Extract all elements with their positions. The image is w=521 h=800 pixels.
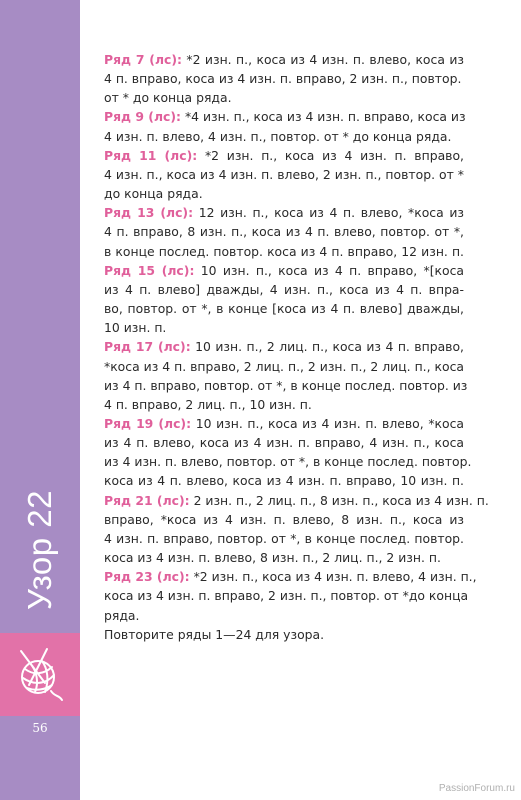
- row-text: 12 изн. п., коса из 4 п. влево, *коса из: [193, 205, 464, 221]
- instruction-paragraph: [104, 414, 472, 491]
- row-label: Ряд 15 (лс):: [104, 262, 195, 278]
- row-label: Ряд 19 (лс):: [104, 415, 192, 431]
- row-text: 10 изн. п., 2 лиц. п., коса из 4 п. вправо,: [190, 339, 464, 355]
- text-line: [104, 318, 464, 337]
- row-text: 4 изн. п., коса из 4 изн. п. влево, 2 изн. п., повтор. от *: [104, 166, 464, 182]
- text-line: [104, 184, 464, 203]
- row-text: 10 изн. п.: [104, 320, 167, 336]
- instruction-paragraph: [104, 625, 464, 644]
- row-text: *2 изн. п., коса из 4 изн. п. вправо,: [197, 147, 464, 163]
- text-line: [104, 586, 469, 605]
- text-line: [104, 280, 464, 299]
- row-text: коса из 4 изн. п. влево, 8 изн. п., 2 лиц. п., 2 изн. п.: [104, 550, 441, 566]
- text-line: [104, 50, 464, 69]
- row-text: от * до конца ряда.: [104, 90, 232, 106]
- text-line: [104, 165, 464, 184]
- row-text: до конца ряда.: [104, 186, 203, 202]
- row-text: коса из 4 изн. п. вправо, 2 изн. п., повтор. от *до конца: [104, 588, 469, 604]
- instruction-paragraph: [104, 146, 464, 203]
- pattern-instructions: [104, 50, 489, 644]
- pattern-title-text: Узор 22: [21, 490, 59, 610]
- row-text: 4 п. вправо, 8 изн. п., коса из 4 п. влево, повтор. от *,: [104, 224, 464, 240]
- row-label: Ряд 13 (лс):: [104, 205, 194, 221]
- row-text: *коса из 4 п. вправо, 2 лиц. п., 2 изн. п., 2 лиц. п., коса: [104, 358, 464, 374]
- yarn-ball-with-needles-icon: [15, 645, 65, 703]
- text-line: [104, 222, 464, 241]
- row-text: *2 изн. п., коса из 4 изн. п. влево, 4 изн. п.,: [189, 569, 477, 585]
- row-text: ряда.: [104, 607, 140, 623]
- row-text: 4 п. вправо, коса из 4 изн. п. вправо, 2 изн. п., повтор.: [104, 71, 462, 87]
- row-text: *2 изн. п., коса из 4 изн. п. влево, коса из: [181, 52, 464, 67]
- row-text: из 4 изн. п. влево, повтор. от *, в конце послед. повтор.: [104, 454, 472, 470]
- text-line: [104, 395, 464, 414]
- row-text: 10 изн. п., коса из 4 изн. п. влево, *коса: [191, 415, 464, 431]
- text-line: [104, 107, 464, 126]
- row-text: 4 п. вправо, 2 лиц. п., 10 изн. п.: [104, 396, 312, 412]
- text-line: [104, 452, 472, 471]
- text-line: [104, 491, 489, 510]
- instruction-paragraph: [104, 50, 464, 107]
- instruction-paragraph: [104, 261, 464, 338]
- instruction-paragraph: [104, 567, 477, 624]
- text-line: [104, 357, 464, 376]
- page-number: 56: [32, 721, 48, 735]
- text-line: [104, 567, 477, 586]
- row-text: 4 изн. п. вправо, повтор. от *, в конце послед. повтор.: [104, 530, 464, 546]
- text-line: [104, 510, 464, 529]
- text-line: [104, 376, 468, 395]
- text-line: [104, 299, 464, 318]
- logo-box: [0, 633, 80, 716]
- row-text: 10 изн. п., коса из 4 п. вправо, *[коса: [194, 262, 465, 278]
- text-line: [104, 146, 464, 165]
- row-text: 2 изн. п., 2 лиц. п., 8 изн. п., коса из 4 изн. п.: [189, 492, 489, 508]
- row-label: Ряд 17 (лс):: [104, 339, 191, 355]
- instruction-paragraph: [104, 203, 464, 260]
- text-line: [104, 529, 464, 548]
- text-line: [104, 471, 464, 490]
- row-text: во, повтор. от *, в конце [коса из 4 п. влево] дважды,: [104, 301, 464, 317]
- pattern-title: [2, 450, 78, 650]
- text-line: [104, 433, 464, 452]
- row-text: из 4 п. влево] дважды, 4 изн. п., коса из 4 п. впра-: [104, 281, 464, 297]
- row-label: Ряд 11 (лс):: [104, 147, 198, 163]
- text-line: [104, 414, 464, 433]
- text-line: [104, 606, 464, 625]
- row-text: вправо, *коса из 4 изн. п. влево, 8 изн. п., коса из: [104, 511, 464, 527]
- row-text: 4 изн. п. влево, 4 изн. п., повтор. от * до конца ряда.: [104, 128, 452, 144]
- text-line: [104, 88, 464, 107]
- row-text: из 4 п. вправо, повтор. от *, в конце послед. повтор. из: [104, 377, 468, 393]
- row-text: Повторите ряды 1—24 для узора.: [104, 626, 325, 642]
- instruction-paragraph: [104, 491, 489, 568]
- text-line: [104, 127, 464, 146]
- row-label: Ряд 21 (лс):: [104, 492, 190, 508]
- instruction-paragraph: [104, 107, 464, 145]
- row-text: коса из 4 п. влево, коса из 4 изн. п. вправо, 10 изн. п.: [104, 473, 464, 489]
- row-text: в конце послед. повтор. коса из 4 п. вправо, 12 изн. п.: [104, 243, 464, 259]
- watermark: PassionForum.ru: [438, 783, 515, 794]
- text-line: [104, 69, 464, 88]
- row-label: Ряд 9 (лс):: [104, 109, 181, 125]
- instruction-paragraph: [104, 337, 468, 414]
- text-line: [104, 625, 464, 644]
- row-label: Ряд 7 (лс):: [104, 52, 182, 67]
- text-line: [104, 203, 464, 222]
- text-line: [104, 242, 464, 261]
- sidebar: [0, 0, 80, 800]
- text-line: [104, 337, 464, 356]
- text-line: [104, 261, 464, 280]
- text-line: [104, 548, 464, 567]
- row-text: из 4 п. влево, коса из 4 изн. п. вправо, 4 изн. п., коса: [104, 435, 464, 451]
- row-text: *4 изн. п., коса из 4 изн. п. вправо, коса из: [181, 109, 466, 125]
- row-label: Ряд 23 (лс):: [104, 569, 190, 585]
